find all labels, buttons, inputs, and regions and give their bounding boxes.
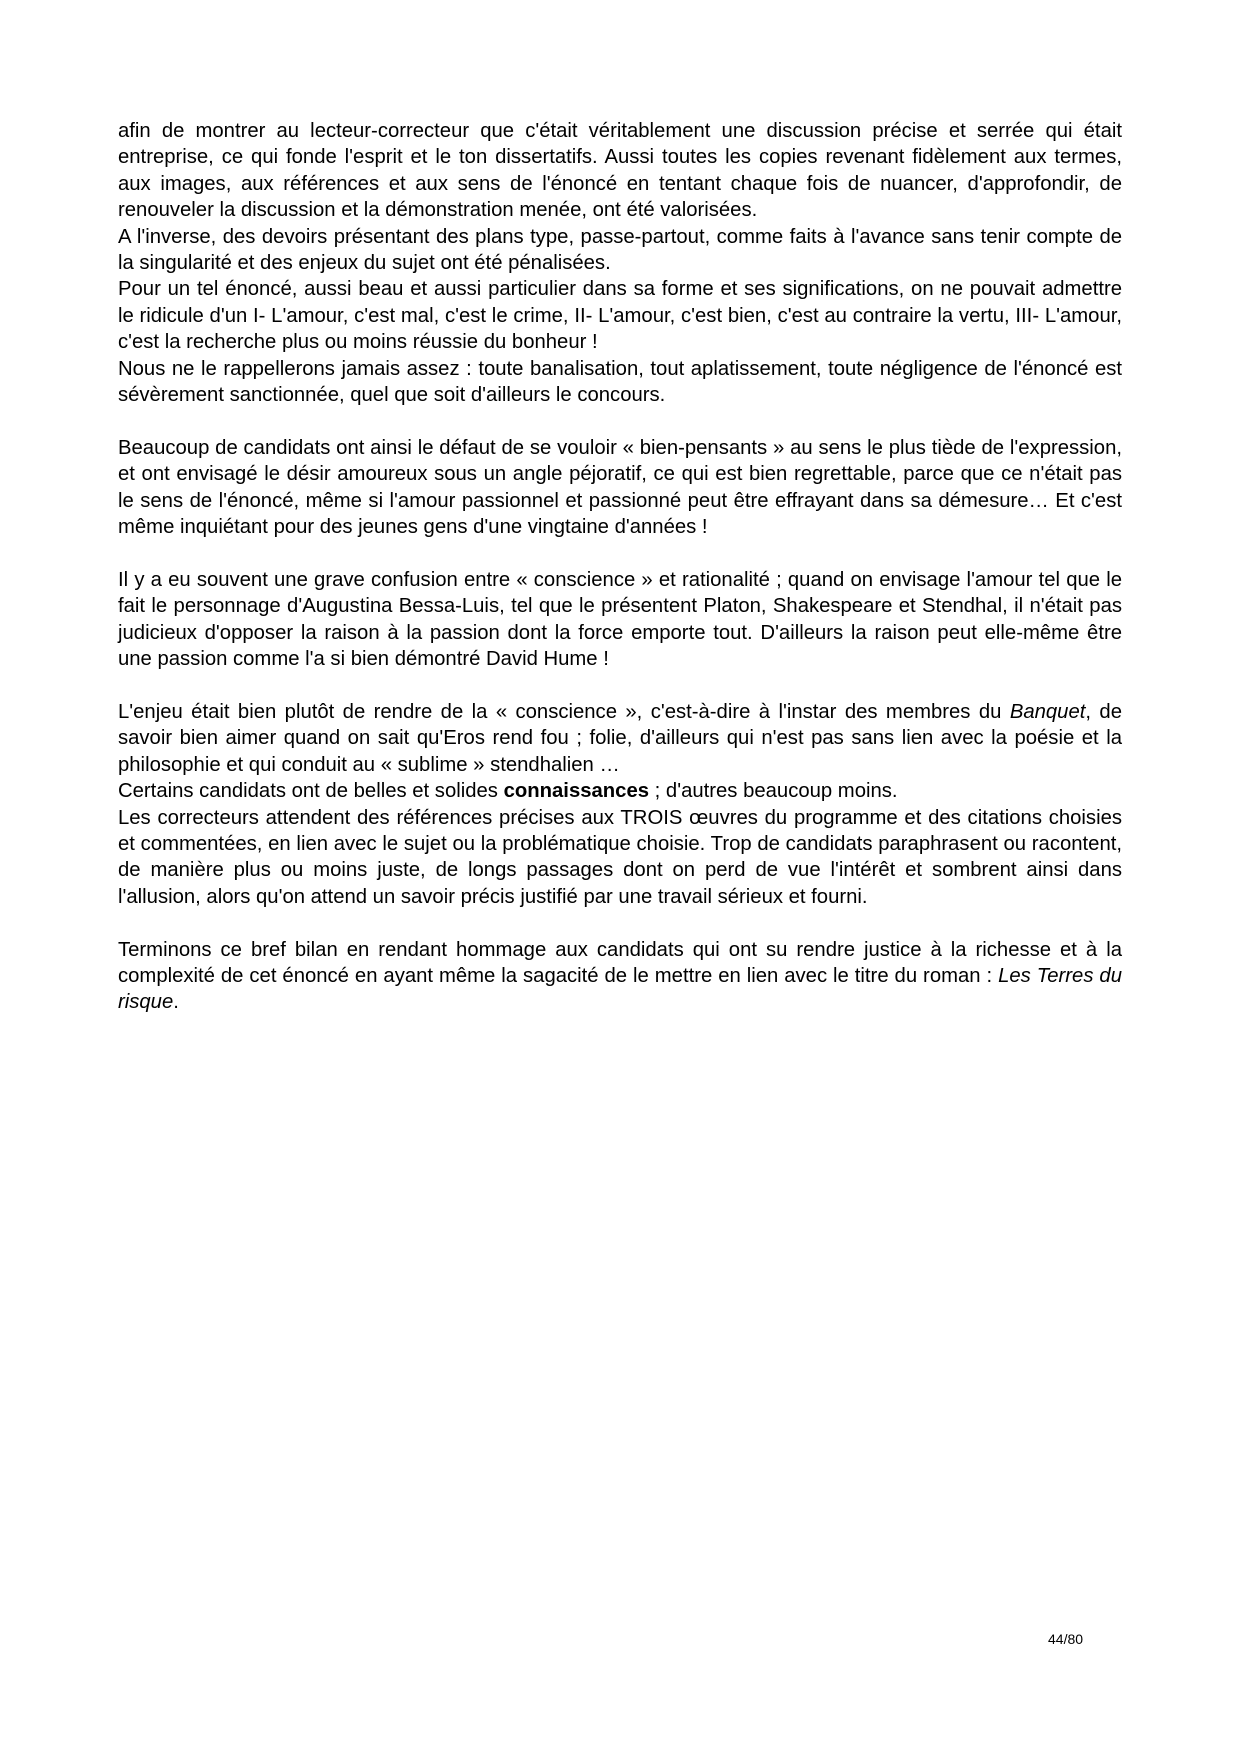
novel-title: Les Terres du risque [118, 964, 1122, 1014]
paragraph-8 [118, 778, 1122, 804]
emphasis-connaissances: connaissances [503, 780, 650, 803]
paragraph-7 [118, 699, 1122, 778]
paragraph-10 [118, 937, 1122, 1016]
paragraph-7-text-start: L'enjeu était bien plutôt de rendre de la « conscience », c'est-à-dire à l'instar des membres du [118, 700, 1010, 723]
paragraph-3: Pour un tel énoncé, aussi beau et aussi particulier dans sa forme et ses significations, on ne pouvait admettre le ridicule d'un I- L'amour, c'est mal, c'est le crime, II- L'amour, c'est bien, c'est au contraire la vertu, III- L'amour, c'est la recherche plus ou moins réussie du bonheur ! [118, 278, 1122, 354]
paragraph-5: Beaucoup de candidats ont ainsi le défaut de se vouloir « bien-pensants » au sens le plus tiède de l'expression, et ont envisagé le désir amoureux sous un angle péjoratif, ce qui est bien regrettable, parce que ce n'était pas le sens de l'énoncé, même si l'amour passionnel et passionné peut être effrayant dans sa démesure… Et c'est même inquiétant pour des jeunes gens d'une vingtaine d'années ! [118, 436, 1122, 539]
work-title-banquet: Banquet [1009, 700, 1086, 723]
paragraph-10-text-start: Terminons ce bref bilan en rendant hommage aux candidats qui ont su rendre justice à la richesse et à la complexité de cet énoncé en ayant même la sagacité de le mettre en lien avec le titre du roman : [118, 938, 1122, 987]
paragraph-2: A l'inverse, des devoirs présentant des plans type, passe-partout, comme faits à l'avance sans tenir compte de la singularité et des enjeux du sujet ont été pénalisées. [118, 225, 1122, 275]
paragraph-8-text-end: ; d'autres beaucoup moins. [649, 780, 898, 803]
paragraph-7-text-end: , de savoir bien aimer quand on sait qu'Eros rend fou ; folie, d'ailleurs qui n'est pas sans lien avec la poésie et la philosophie et qui conduit au « sublime » stendhalien … [118, 700, 1122, 776]
paragraph-4: Nous ne le rappellerons jamais assez : toute banalisation, tout aplatissement, toute négligence de l'énoncé est sévèrement sanctionnée, quel que soit d'ailleurs le concours. [118, 357, 1122, 407]
page-number: 44/80 [1048, 1631, 1084, 1647]
paragraph-6: Il y a eu souvent une grave confusion entre « conscience » et rationalité ; quand on envisage l'amour tel que le fait le personnage d'Augustina Bessa-Luis, tel que le présentent Platon, Shakespeare et Stendhal, il n'était pas judicieux d'opposer la raison à la passion dont la force emporte tout. D'ailleurs la raison peut elle-même être une passion comme l'a si bien démontré David Hume ! [118, 568, 1122, 671]
paragraph-9: Les correcteurs attendent des références précises aux TROIS œuvres du programme et des citations choisies et commentées, en lien avec le sujet ou la problématique choisie. Trop de candidats paraphrasent ou racontent, de manière plus ou moins juste, de longs passages dont on perd de vue l'intérêt et sombrent ainsi dans l'allusion, alors qu'on attend un savoir précis justifié par une travail sérieux et fourni. [118, 806, 1122, 908]
document-body [118, 118, 1122, 1016]
paragraph-8-text-start: Certains candidats ont de belles et solides [118, 780, 504, 803]
paragraph-10-text-end: . [173, 991, 179, 1014]
paragraph-1: afin de montrer au lecteur-correcteur que c'était véritablement une discussion précise et serrée qui était entreprise, ce qui fonde l'esprit et le ton dissertatifs. Aussi toutes les copies revenant fidèlement aux termes, aux images, aux références et aux sens de l'énoncé en tentant chaque fois de nuancer, d'approfondir, de renouveler la discussion et la démonstration menée, ont été valorisées. [118, 120, 1122, 222]
